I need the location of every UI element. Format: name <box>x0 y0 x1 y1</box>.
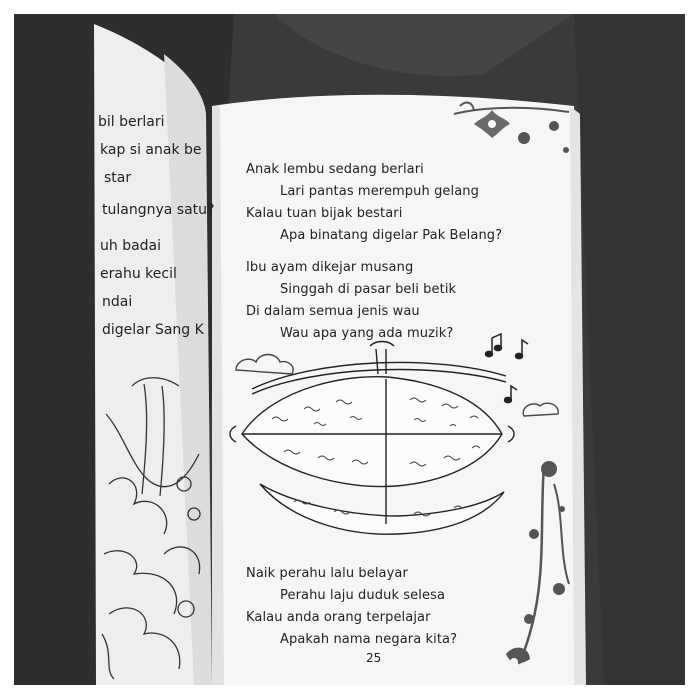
left-page-fragment: ndai <box>102 294 133 310</box>
left-page-fragment: tulangnya satu? <box>102 202 215 218</box>
photo <box>14 14 685 685</box>
verse-line: Kalau tuan bijak bestari <box>246 206 403 221</box>
verse-line: Singgah di pasar beli betik <box>280 282 457 297</box>
verse-line: Anak lembu sedang berlari <box>246 162 424 177</box>
verse-line: Naik perahu lalu belayar <box>246 566 408 581</box>
left-page-fragment: bil berlari <box>98 114 165 130</box>
verse-line: Lari pantas merempuh gelang <box>280 184 479 199</box>
left-page-fragment: digelar Sang K <box>102 322 204 338</box>
left-page-fragment: kap si anak be <box>100 142 202 158</box>
verse-line: Apa binatang digelar Pak Belang? <box>280 228 503 243</box>
left-page-fragment: uh badai <box>100 238 162 254</box>
verse-line: Di dalam semua jenis wau <box>246 304 420 319</box>
verse-line: Ibu ayam dikejar musang <box>246 260 414 275</box>
left-page-fragment: star <box>104 170 132 186</box>
verse-line: Wau apa yang ada muzik? <box>280 326 454 341</box>
page-number: 25 <box>366 651 382 665</box>
verse-line: Kalau anda orang terpelajar <box>246 610 431 625</box>
verse-line: Apakah nama negara kita? <box>280 632 458 647</box>
verse-line: Perahu laju duduk selesa <box>280 588 446 603</box>
left-page-fragment: erahu kecil <box>100 266 177 282</box>
